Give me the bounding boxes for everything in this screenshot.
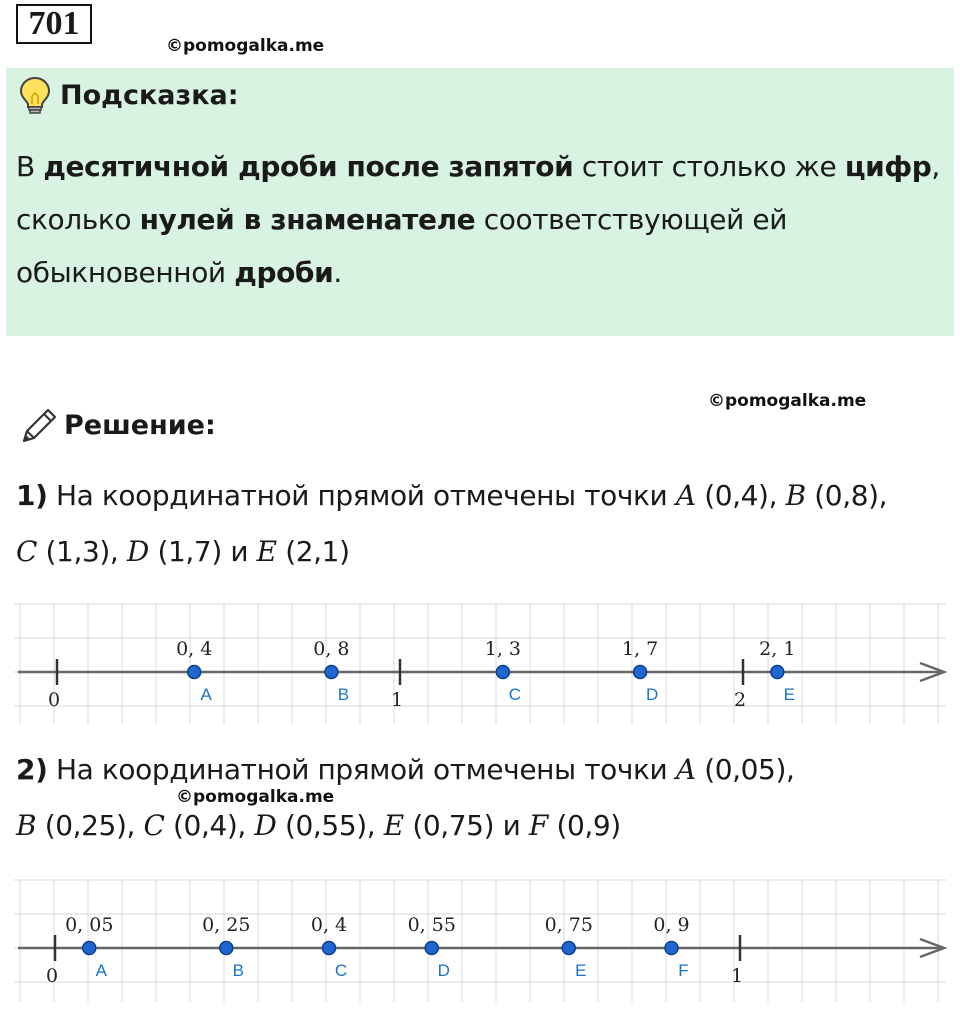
tick-label: 1 [390, 689, 404, 711]
point-letter: C [334, 961, 348, 980]
watermark-solution: ©pomogalka.me [708, 391, 867, 411]
point-marker [188, 666, 201, 679]
point-letter: F [678, 961, 689, 980]
point-value-label: 0, 9 [653, 914, 690, 936]
point-letter: C [508, 685, 522, 704]
point-value-label: 0, 25 [202, 914, 251, 936]
point-letter: D [645, 685, 659, 704]
point-marker [325, 666, 338, 679]
point-marker [83, 942, 96, 955]
task-2-text: 2) На координатной прямой отмечены точки A (0,05), B (0,25), C (0,4), D (0,55), E (0,75) и F (0,9) [16, 753, 795, 842]
point-marker [496, 666, 509, 679]
point-letter: D [437, 961, 450, 980]
point-value-label: 0, 4 [176, 638, 213, 660]
tick-label: 0 [47, 689, 61, 711]
point-letter: B [337, 685, 350, 704]
point-marker [323, 942, 336, 955]
point-value-label: 1, 7 [621, 638, 659, 660]
number-line-2 [0, 876, 960, 1006]
solution-title: Решение: [64, 410, 216, 441]
point-letter: E [575, 961, 587, 980]
point-value-label: 1, 3 [484, 638, 522, 660]
number-line-1 [0, 598, 960, 728]
point-marker [425, 942, 438, 955]
watermark-task2: ©pomogalka.me [176, 787, 335, 807]
lightbulb-icon [18, 76, 52, 116]
point-value-label: 0, 05 [65, 914, 114, 936]
point-marker [665, 942, 678, 955]
pencil-icon [18, 405, 60, 447]
point-value-label: 0, 75 [544, 914, 593, 936]
hint-text: В десятичной дроби после запятой стоит столько же цифр, сколько нулей в знаменателе соответствующей ей обыкновенной дроби. [16, 150, 940, 289]
point-letter: A [95, 961, 107, 980]
point-value-label: 2, 1 [759, 638, 796, 660]
hint-title: Подсказка: [60, 80, 239, 111]
point-letter: A [200, 685, 212, 704]
point-letter: B [232, 961, 244, 980]
point-value-label: 0, 4 [310, 914, 348, 936]
watermark-top: ©pomogalka.me [166, 36, 325, 56]
point-marker [634, 666, 647, 679]
point-value-label: 0, 55 [407, 914, 456, 936]
tick-label: 0 [45, 965, 59, 987]
point-letter: E [783, 685, 795, 704]
point-marker [562, 942, 575, 955]
point-marker [771, 666, 784, 679]
point-marker [220, 942, 233, 955]
problem-number: 701 [16, 4, 92, 44]
task-1-text: 1) На координатной прямой отмечены точки A (0,4), B (0,8), C (1,3), D (1,7) и E (2,1) [16, 479, 888, 568]
point-value-label: 0, 8 [313, 638, 350, 660]
tick-label: 1 [730, 965, 744, 987]
tick-label: 2 [733, 689, 747, 711]
